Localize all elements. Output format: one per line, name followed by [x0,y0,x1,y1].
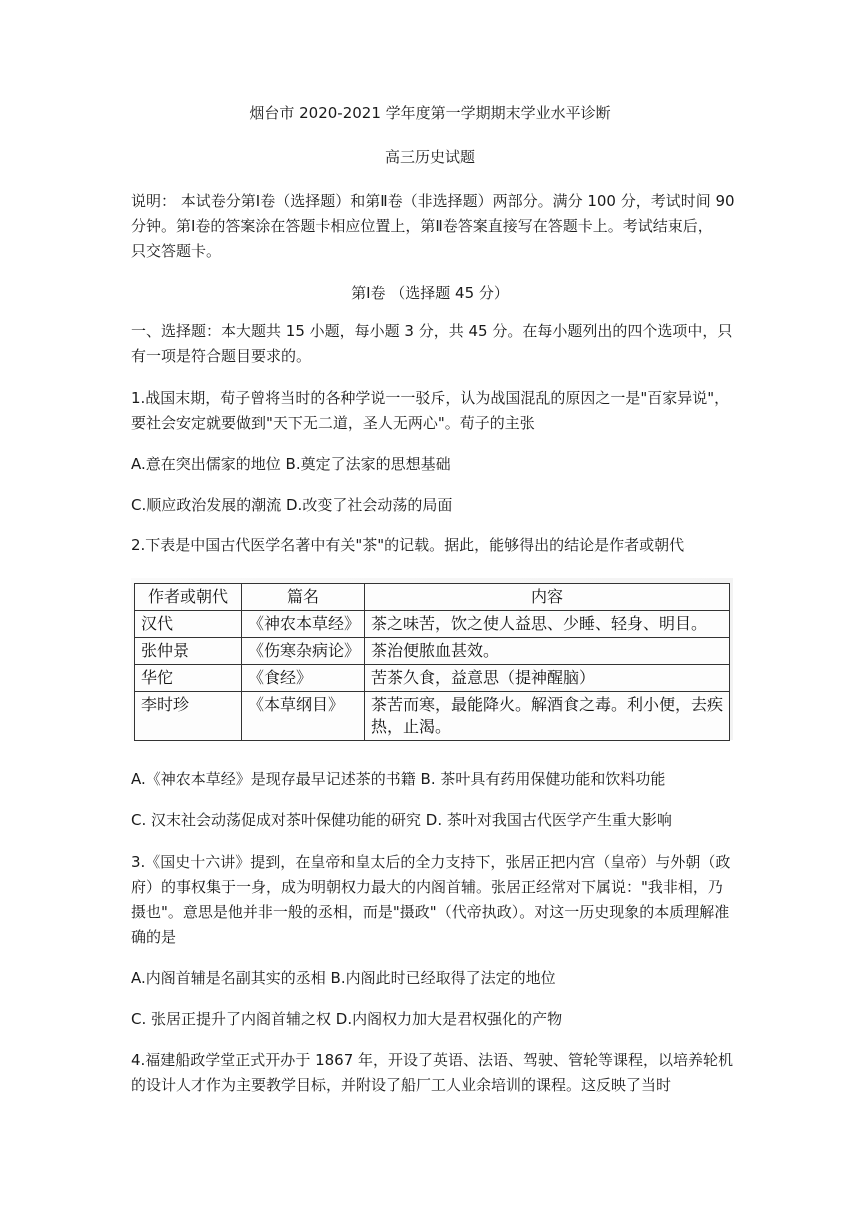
exam-title: 烟台市 2020-2021 学年度第一学期期末学业水平诊断 [249,104,611,122]
section-title: 第Ⅰ卷 （选择题 45 分） [351,284,509,302]
intro-line: 有一项是符合题目要求的。 [131,347,312,365]
option-line: A.《神农本草经》是现存最早记述茶的书籍 B. 茶叶具有药用保健功能和饮料功能 [131,770,666,788]
instruction-line: 说明： 本试卷分第Ⅰ卷（选择题）和第Ⅱ卷（非选择题）两部分。满分 100 分，考试时间 90 [131,192,735,210]
instruction-line: 只交答题卡。 [131,242,222,260]
instruction-line: 分钟。第Ⅰ卷的答案涂在答题卡相应位置上，第Ⅱ卷答案直接写在答题卡上。考试结束后， [131,217,713,235]
question-stem: 1.战国末期，荀子曾将当时的各种学说一一驳斥，认为战国混乱的原因之一是"百家异说"， [131,389,730,407]
question-stem: 4.福建船政学堂正式开办于 1867 年，开设了英语、法语、驾驶、管轮等课程，以培养轮机 [131,1051,734,1069]
question-stem: 确的是 [131,928,177,946]
subject-title: 高三历史试题 [384,148,475,166]
table-row [135,611,730,638]
table-cell: 汉代 [135,611,242,638]
table-cell: 茶苦而寒，最能降火。解酒食之毒。利小便，去疾热，止渴。 [365,692,730,741]
table-header-row [135,584,730,611]
option-line: C. 张居正提升了内阁首辅之权 D.内阁权力加大是君权强化的产物 [131,1010,563,1028]
table-cell: 茶之味苦，饮之使人益思、少睡、轻身、明目。 [365,611,730,638]
table-row [135,692,730,741]
table-header-cell: 作者或朝代 [135,584,242,611]
table-row [135,638,730,665]
question-stem: 摄也"。意思是他并非一般的丞相，而是"摄政"（代帝执政）。对这一历史现象的本质理解准 [131,903,730,921]
option-line: A.内阁首辅是名副其实的丞相 B.内阁此时已经取得了法定的地位 [131,969,556,987]
table-cell: 华佗 [135,665,242,692]
option-line: C.顺应政治发展的潮流 D.改变了社会动荡的局面 [131,496,453,514]
intro-line: 一、选择题：本大题共 15 小题，每小题 3 分，共 45 分。在每小题列出的四个选项中，只 [131,322,733,340]
table-cell: 张仲景 [135,638,242,665]
question-stem: 的设计人才作为主要教学目标，并附设了船厂工人业余培训的课程。这反映了当时 [131,1076,672,1094]
option-line: A.意在突出儒家的地位 B.奠定了法家的思想基础 [131,455,451,473]
table-cell: 《神农本草经》 [242,611,365,638]
table-row [135,665,730,692]
table-cell: 《食经》 [242,665,365,692]
option-line: C. 汉末社会动荡促成对茶叶保健功能的研究 D. 茶叶对我国古代医学产生重大影响 [131,811,672,829]
tea-records-table [134,583,730,741]
question-stem: 2.下表是中国古代医学名著中有关"茶"的记载。据此，能够得出的结论是作者或朝代 [131,536,685,554]
table-cell: 茶治便脓血甚效。 [365,638,730,665]
table-cell: 《本草纲目》 [242,692,365,741]
table-header-cell: 内容 [365,584,730,611]
table-header-cell: 篇名 [242,584,365,611]
question-stem: 府）的事权集于一身，成为明朝权力最大的内阁首辅。张居正经常对下属说："我非相，乃 [131,878,723,896]
question-stem: 要社会安定就要做到"天下无二道，圣人无两心"。荀子的主张 [131,414,535,432]
question-stem: 3.《国史十六讲》提到，在皇帝和皇太后的全力支持下，张居正把内宫（皇帝）与外朝（政 [131,853,731,871]
table-cell: 李时珍 [135,692,242,741]
table-cell: 《伤寒杂病论》 [242,638,365,665]
table-cell: 苦茶久食，益意思（提神醒脑） [365,665,730,692]
